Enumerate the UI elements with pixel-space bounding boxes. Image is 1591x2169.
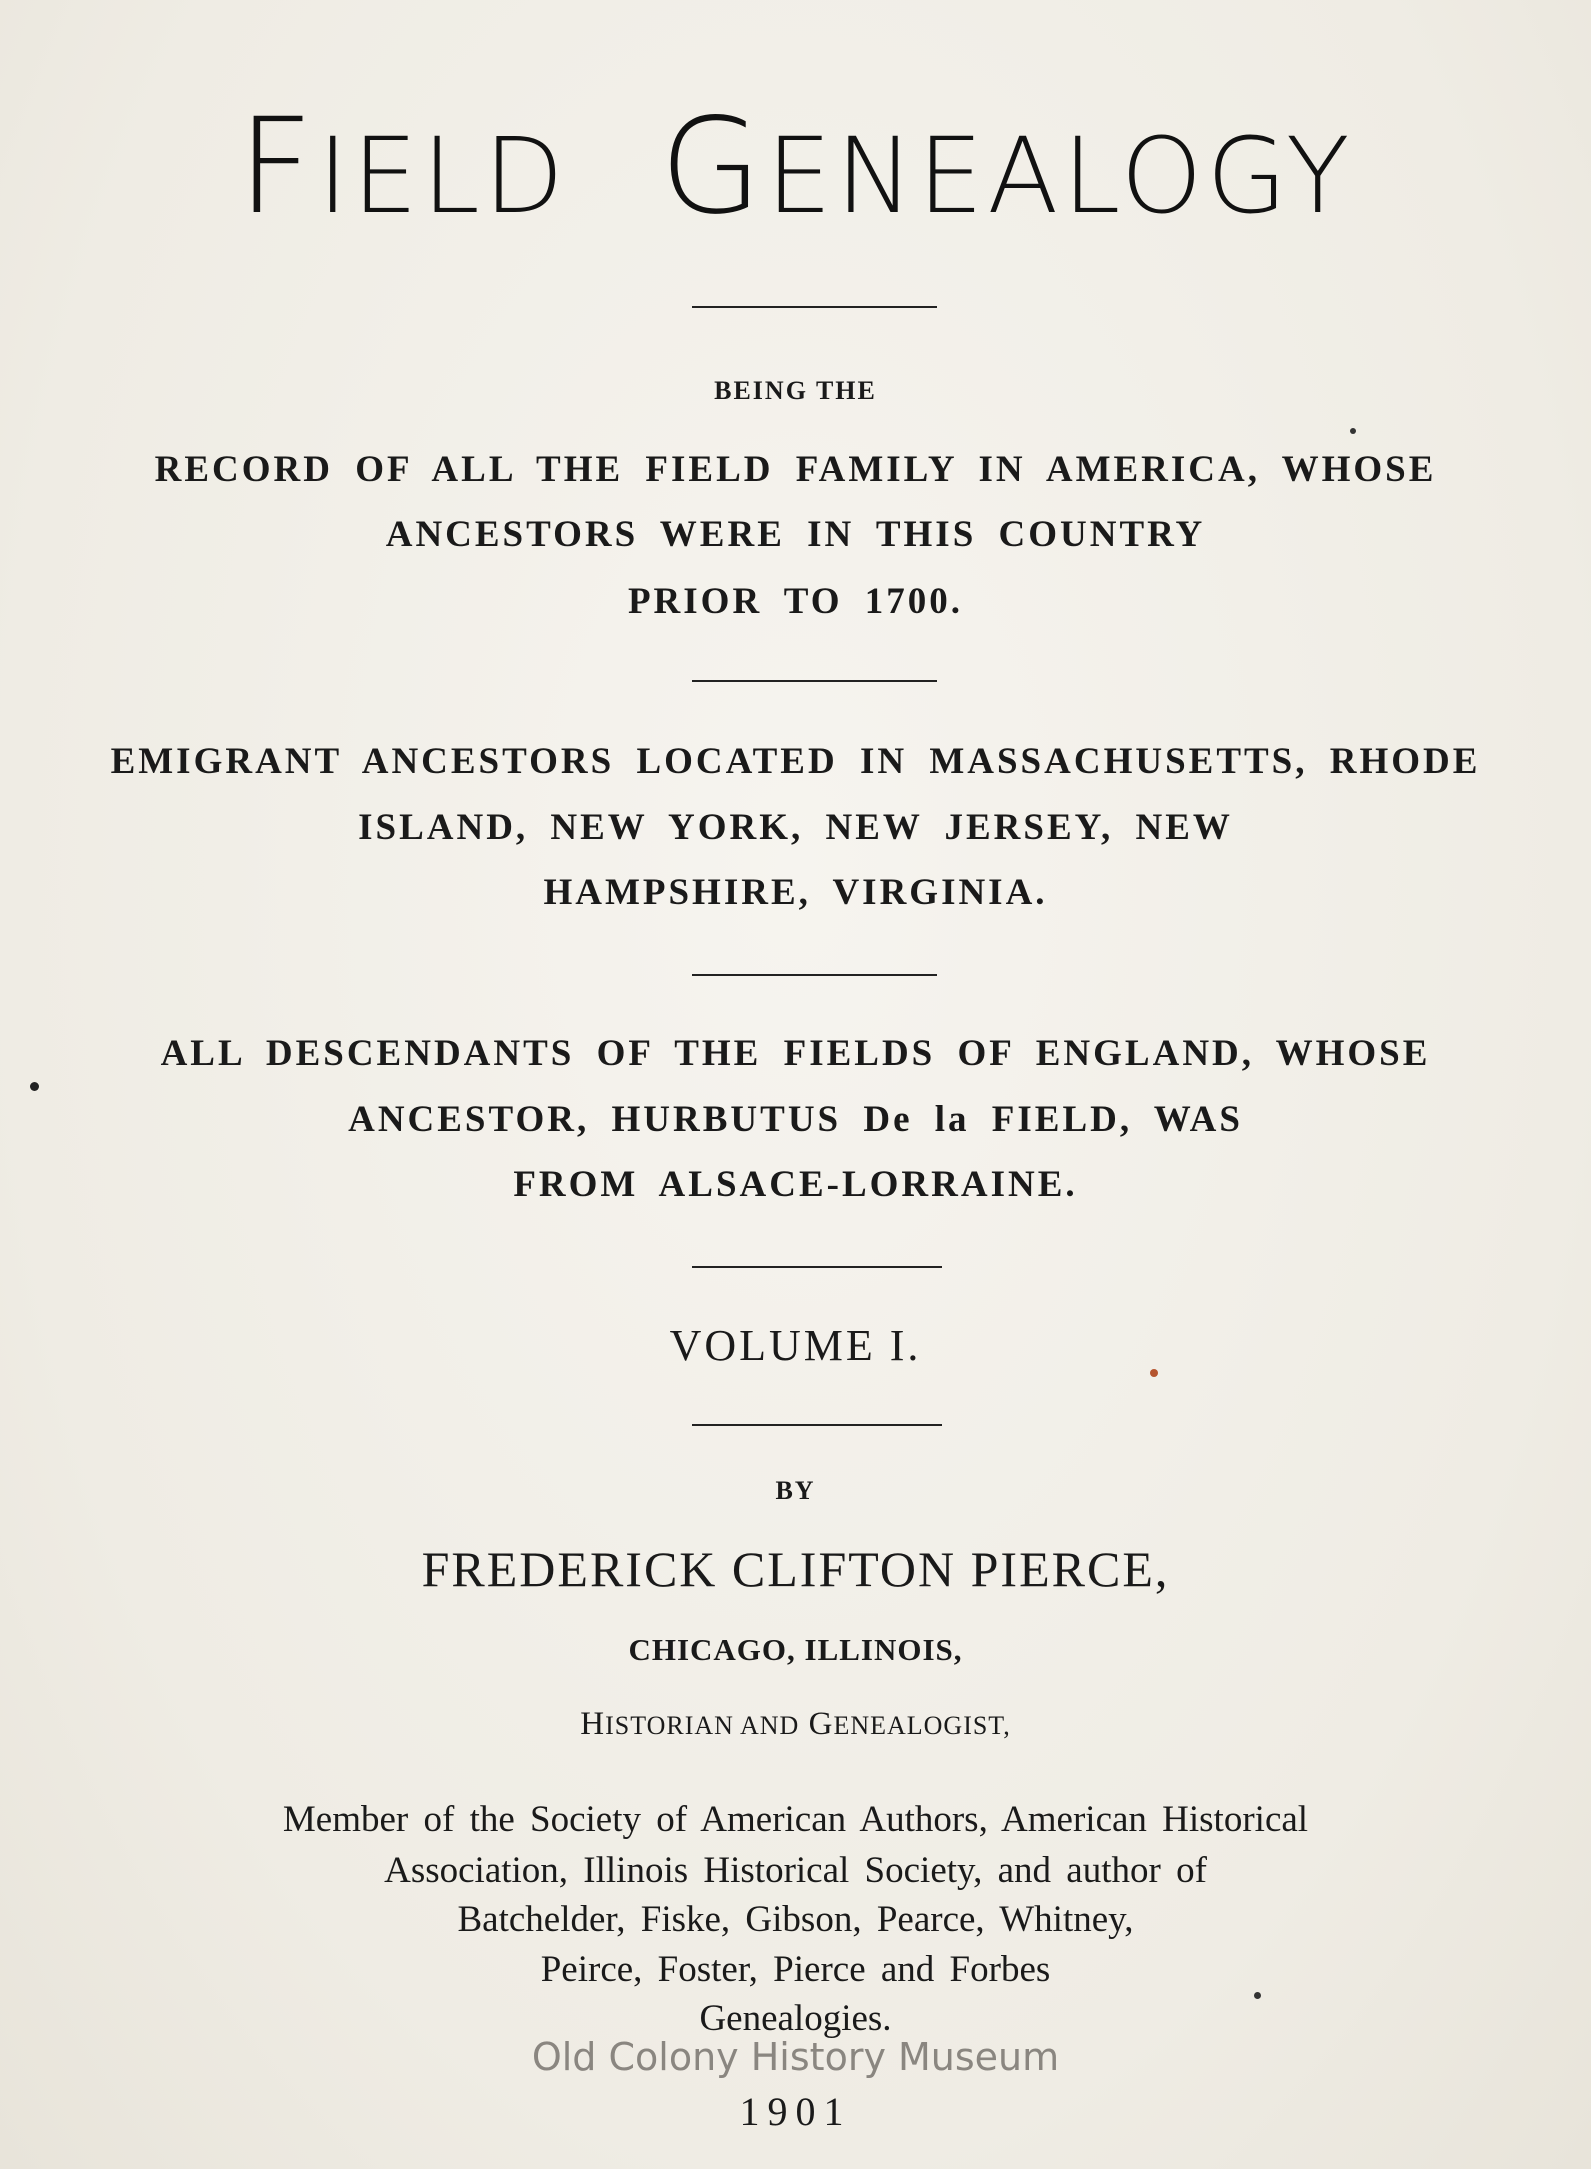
museum-watermark: Old Colony History Museum	[531, 2035, 1060, 2079]
author-location: CHICAGO, ILLINOIS,	[628, 1632, 963, 1667]
descendant-line-2: ANCESTOR, HURBUTUS De la FIELD, WAS	[348, 1099, 1243, 1140]
ink-speck	[1254, 1992, 1261, 1999]
member-line-3: Batchelder, Fiske, Gibson, Pearce, Whitney,	[457, 1899, 1134, 1940]
being-the-label: BEING THE	[714, 376, 877, 405]
title-initial-g: G	[659, 90, 767, 244]
title-rest-field: IELD	[317, 115, 568, 237]
record-line-1: RECORD OF ALL THE FIELD FAMILY IN AMERICA, WHOSE	[154, 449, 1437, 490]
rust-speck	[1150, 1369, 1158, 1377]
role-initial-g: G	[808, 1706, 834, 1742]
author-name: FREDERICK CLIFTON PIERCE,	[421, 1541, 1170, 1597]
emigrant-line-3: HAMPSHIRE, VIRGINIA.	[543, 872, 1048, 913]
member-line-5: Genealogies.	[699, 1998, 892, 2039]
book-title	[0, 90, 1591, 244]
descendant-line-1: ALL DESCENDANTS OF THE FIELDS OF ENGLAND, WHOSE	[160, 1033, 1431, 1074]
member-line-4: Peirce, Foster, Pierce and Forbes	[540, 1949, 1051, 1990]
divider-rule	[692, 1266, 942, 1268]
role-text-2: ENEALOGIST,	[833, 1711, 1011, 1740]
divider-rule	[692, 306, 937, 308]
divider-rule	[692, 974, 937, 976]
emigrant-line-1: EMIGRANT ANCESTORS LOCATED IN MASSACHUSETTS, RHODE	[110, 741, 1481, 782]
publication-year: 1901	[739, 2089, 852, 2134]
record-line-2: ANCESTORS WERE IN THIS COUNTRY	[385, 514, 1206, 555]
role-text-1: ISTORIAN AND	[605, 1711, 800, 1740]
title-rest-genealogy: ENEALOGY	[766, 115, 1354, 237]
divider-rule	[692, 680, 937, 682]
ink-speck	[1350, 428, 1356, 434]
ink-speck	[30, 1082, 39, 1091]
member-line-2: Association, Illinois Historical Society, and author of	[384, 1850, 1207, 1891]
role-initial-h: H	[580, 1706, 606, 1742]
volume-label: VOLUME I.	[669, 1321, 922, 1370]
emigrant-line-2: ISLAND, NEW YORK, NEW JERSEY, NEW	[358, 807, 1233, 848]
by-label: BY	[775, 1476, 816, 1505]
descendant-line-3: FROM ALSACE-LORRAINE.	[513, 1164, 1078, 1205]
author-role	[0, 1706, 1591, 1743]
record-line-3: PRIOR TO 1700.	[627, 581, 964, 622]
divider-rule	[692, 1424, 942, 1426]
title-initial-f: F	[237, 90, 318, 244]
member-line-1: Member of the Society of American Authors, American Historical	[282, 1799, 1309, 1840]
